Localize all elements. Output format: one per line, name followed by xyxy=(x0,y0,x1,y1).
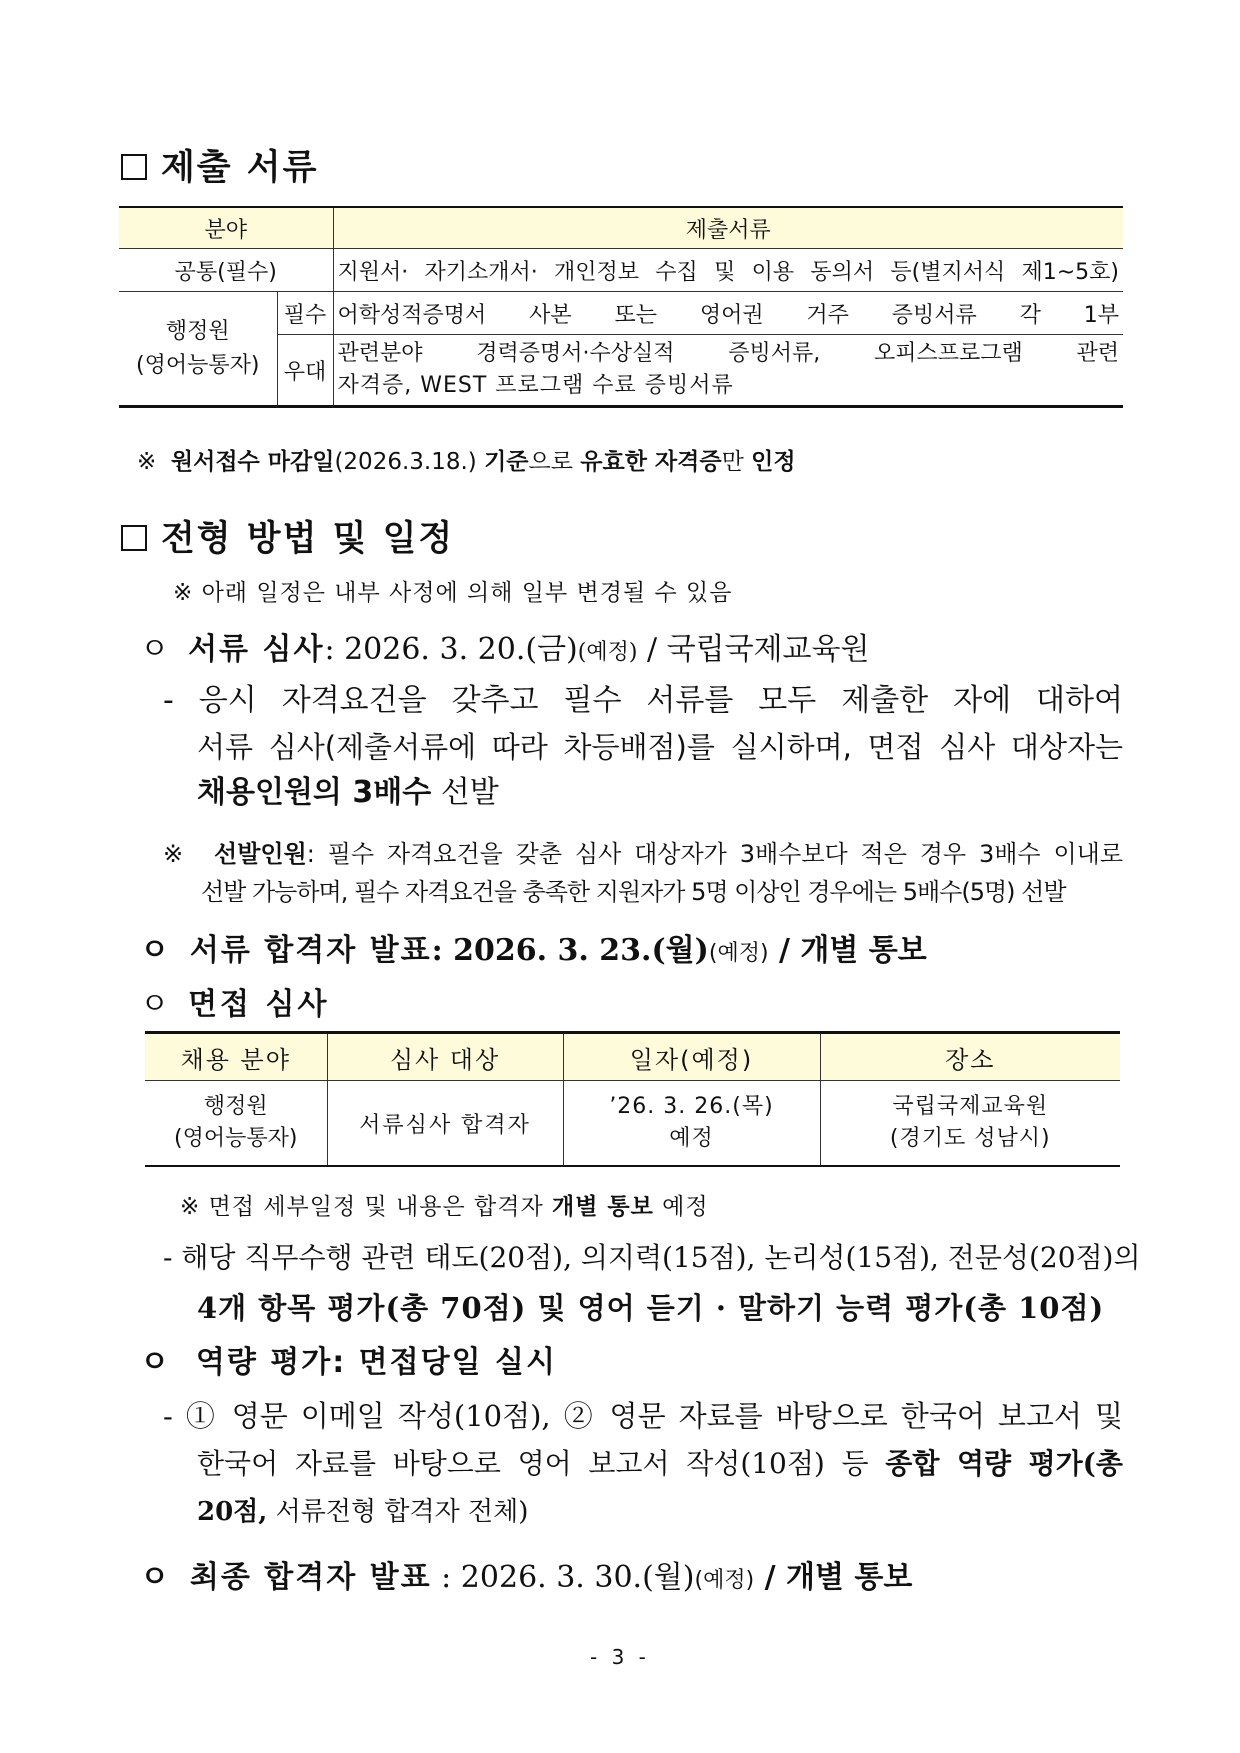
header-field: 채용 분야 xyxy=(145,1033,327,1081)
header-date: 일자(예정) xyxy=(563,1033,820,1081)
header-field: 분야 xyxy=(119,207,333,249)
type-required: 필수 xyxy=(277,292,333,335)
cell-target: 서류심사 합격자 xyxy=(327,1081,563,1167)
circle-bullet-icon: ㅇ xyxy=(140,987,169,1022)
field-common: 공통(필수) xyxy=(119,249,333,292)
circle-bullet-icon: ㅇ xyxy=(140,632,169,667)
page-number: - 3 - xyxy=(590,1645,650,1669)
header-target: 심사 대상 xyxy=(327,1033,563,1081)
circle-bullet-icon: ㅇ xyxy=(140,933,169,968)
circle-bullet-icon: ㅇ xyxy=(140,1345,171,1380)
header-place: 장소 xyxy=(820,1033,1120,1081)
checkbox-square-icon xyxy=(121,525,147,551)
docs-required: 어학성적증명서 사본 또는 영어권 거주 증빙서류 각 1부 xyxy=(333,292,1123,335)
doc-result-heading: ㅇ 서류 합격자 발표: 2026. 3. 23.(월)(예정) / 개별 통보 xyxy=(140,933,927,968)
competency-heading: ㅇ 역량 평가: 면접당일 실시 xyxy=(140,1345,558,1380)
credential-validity-note: ※ 원서접수 마감일(2026.3.18.) 기준으로 유효한 자격증만 인정 xyxy=(137,449,796,475)
final-result-heading: ㅇ 최종 합격자 발표 : 2026. 3. 30.(월)(예정) / 개별 통보 xyxy=(140,1560,913,1595)
doc-review-heading: ㅇ 서류 심사: 2026. 3. 20.(금)(예정) / 국립국제교육원 xyxy=(140,632,870,667)
circle-bullet-icon: ㅇ xyxy=(140,1560,169,1595)
section-title-selection: 전형 방법 및 일정 xyxy=(121,511,454,561)
field-admin: 행정원 (영어능통자) xyxy=(119,292,277,407)
header-docs: 제출서류 xyxy=(333,207,1123,249)
selection-count-note: ※ 선발인원: 필수 자격요건을 갖춘 심사 대상자가 3배수보다 적은 경우 3배수 이내로 선발 가능하며, 필수 자격요건을 충족한 지원자가 5명 이상인 경우에는 5배수(5명) 선발 xyxy=(163,840,1123,906)
cell-place: 국립국제교육원 (경기도 성남시) xyxy=(820,1081,1120,1167)
interview-description: - 해당 직무수행 관련 태도(20점), 의지력(15점), 논리성(15점), 전문성(20점)의 4개 항목 평가(총 70점) 및 영어 듣기 · 말하기 능력 평가(총 10점) xyxy=(163,1241,1141,1325)
table-row-admin-required xyxy=(119,292,1123,335)
interview-table xyxy=(145,1031,1120,1167)
section-title-submission: 제출 서류 xyxy=(121,140,318,190)
doc-review-description: - 응시 자격요건을 갖추고 필수 서류를 모두 제출한 자에 대하여 서류 심사(제출서류에 따라 차등배점)를 실시하며, 면접 심사 대상자는 채용인원의 3배수 선발 xyxy=(163,683,1123,810)
interview-schedule-note: ※ 면접 세부일정 및 내용은 합격자 개별 통보 예정 xyxy=(180,1194,709,1220)
table-header-row xyxy=(145,1033,1120,1081)
type-preferred: 우대 xyxy=(277,335,333,407)
table-row-common xyxy=(119,249,1123,292)
table-row xyxy=(145,1081,1120,1167)
table-header-row xyxy=(119,207,1123,249)
cell-date: ’26. 3. 26.(목) 예정 xyxy=(563,1081,820,1167)
interview-heading: ㅇ 면접 심사 xyxy=(140,987,330,1022)
schedule-change-notice: ※ 아래 일정은 내부 사정에 의해 일부 변경될 수 있음 xyxy=(173,580,733,606)
cell-field: 행정원 (영어능통자) xyxy=(145,1081,327,1167)
docs-preferred: 관련분야 경력증명서·수상실적 증빙서류, 오피스프로그램 관련 자격증, WEST 프로그램 수료 증빙서류 xyxy=(333,335,1123,407)
docs-common: 지원서· 자기소개서· 개인정보 수집 및 이용 동의서 등(별지서식 제1~5호) xyxy=(333,249,1123,292)
competency-description: - ① 영문 이메일 작성(10점), ② 영문 자료를 바탕으로 한국어 보고서 및 한국어 자료를 바탕으로 영어 보고서 작성(10점) 등 종합 역량 평가(총 20점, 서류전형 합격자 전체) xyxy=(163,1399,1123,1527)
checkbox-square-icon xyxy=(121,154,147,180)
submission-docs-table xyxy=(119,206,1123,408)
